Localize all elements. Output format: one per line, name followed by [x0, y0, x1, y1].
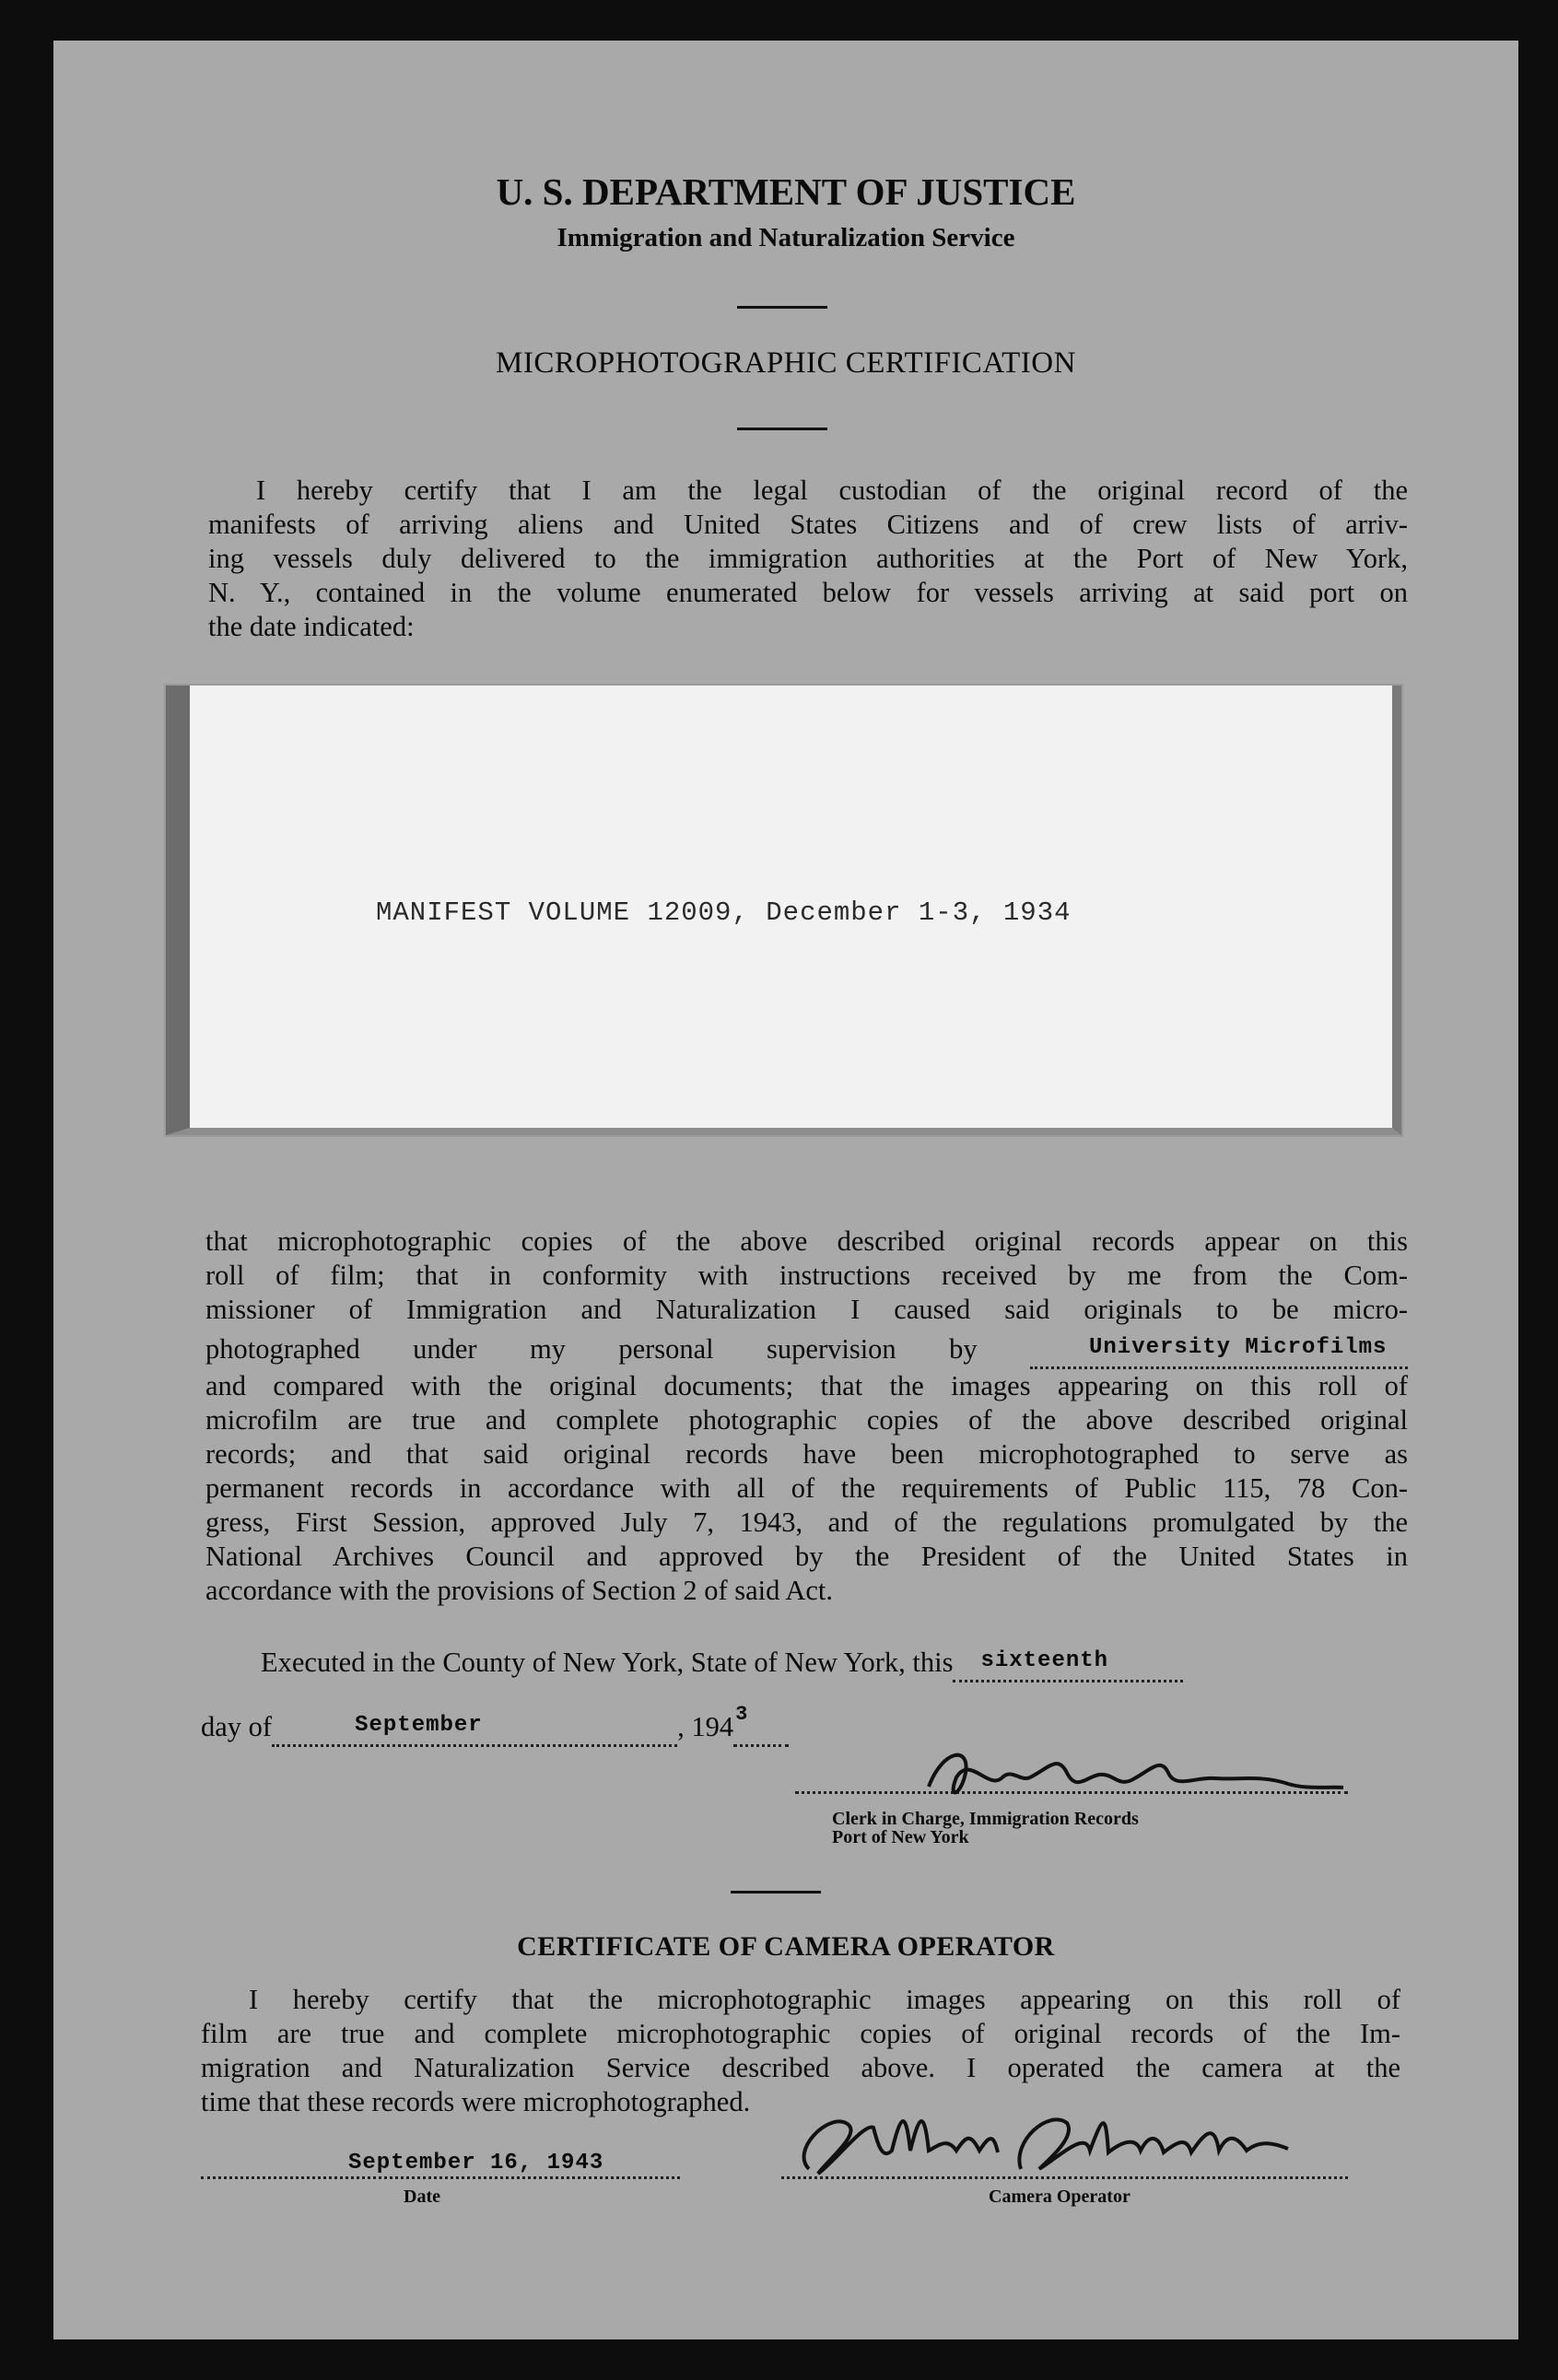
- body-line: permanent records in accordance with all of the requirements of Public 115, 78 Con-: [205, 1472, 1408, 1504]
- body-line: National Archives Council and approved by the President of the United States in: [205, 1541, 1408, 1572]
- supervisor-value: University Microfilms: [1089, 1335, 1388, 1360]
- clerk-signature-icon: [920, 1736, 1353, 1819]
- executed-day-value: sixteenth: [980, 1648, 1109, 1673]
- certification-title: MICROPHOTOGRAPHIC CERTIFICATION: [496, 346, 1076, 380]
- body-line: records; and that said original records have been microphotographed to serve as: [205, 1438, 1408, 1470]
- supervision-prefix: photographed under my personal supervision by: [205, 1333, 978, 1365]
- day-of-line: [201, 1703, 789, 1747]
- day-of-label: day of: [201, 1711, 273, 1742]
- service-subtitle: Immigration and Naturalization Service: [556, 223, 1015, 252]
- manifest-volume-label: MANIFEST VOLUME 12009, December 1-3, 1934: [376, 897, 1072, 928]
- clerk-port: Port of New York: [832, 1827, 969, 1847]
- body-line: accordance with the provisions of Section 2 of said Act.: [205, 1575, 833, 1606]
- intro-line: N. Y., contained in the volume enumerated below for vessels arriving at said port on: [208, 577, 1408, 608]
- intro-line: manifests of arriving aliens and United States Citizens and of crew lists of arriv-: [208, 509, 1408, 540]
- divider: [737, 306, 827, 309]
- camera-line: film are true and complete microphotographic copies of original records of the Im-: [201, 2018, 1400, 2049]
- date-field-line: [201, 2176, 680, 2179]
- year-prefix: , 194: [677, 1711, 734, 1742]
- divider: [731, 1891, 821, 1893]
- camera-certificate-title: CERTIFICATE OF CAMERA OPERATOR: [517, 1931, 1055, 1962]
- clerk-title: Clerk in Charge, Immigration Records: [832, 1809, 1139, 1829]
- supervision-line: [205, 1332, 1408, 1369]
- body-line: gress, First Session, approved July 7, 1943, and of the regulations promulgated by the: [205, 1507, 1408, 1538]
- intro-line: ing vessels duly delivered to the immigration authorities at the Port of New York,: [208, 543, 1408, 574]
- camera-line: time that these records were microphotographed.: [201, 2086, 751, 2117]
- executed-prefix: Executed in the County of New York, State of New York, this: [261, 1647, 954, 1678]
- body-line: microfilm are true and complete photographic copies of the above described original: [205, 1404, 1408, 1436]
- operator-label: Camera Operator: [989, 2187, 1130, 2207]
- body-line: and compared with the original documents; that the images appearing on this roll of: [205, 1370, 1408, 1401]
- month-value: September: [355, 1713, 483, 1738]
- divider: [737, 428, 827, 430]
- date-value: September 16, 1943: [348, 2151, 604, 2175]
- date-label: Date: [404, 2187, 440, 2207]
- intro-line: I hereby certify that I am the legal custodian of the original record of the: [256, 475, 1408, 506]
- year-digit: 3: [735, 1703, 749, 1726]
- executed-day-field: [953, 1646, 1183, 1682]
- supervisor-field: [1030, 1332, 1408, 1369]
- body-line: roll of film; that in conformity with instructions received by me from the Com-: [205, 1260, 1408, 1291]
- month-field: [272, 1710, 677, 1747]
- body-line: missioner of Immigration and Naturalization I caused said originals to be micro-: [205, 1294, 1408, 1325]
- camera-line: I hereby certify that the microphotographic images appearing on this roll of: [249, 1984, 1400, 2015]
- intro-paragraph: [208, 474, 1408, 644]
- certificate-sheet: [53, 41, 1518, 2339]
- body-paragraph: [205, 1225, 1408, 1608]
- operator-signature-icon: [772, 2095, 1362, 2187]
- body-line: that microphotographic copies of the above described original records appear on this: [205, 1225, 1408, 1257]
- executed-line: [261, 1646, 1183, 1682]
- intro-line: the date indicated:: [208, 611, 415, 642]
- camera-line: migration and Naturalization Service described above. I operated the camera at the: [201, 2052, 1400, 2083]
- year-field: [733, 1703, 789, 1747]
- department-title: U. S. DEPARTMENT OF JUSTICE: [496, 170, 1076, 213]
